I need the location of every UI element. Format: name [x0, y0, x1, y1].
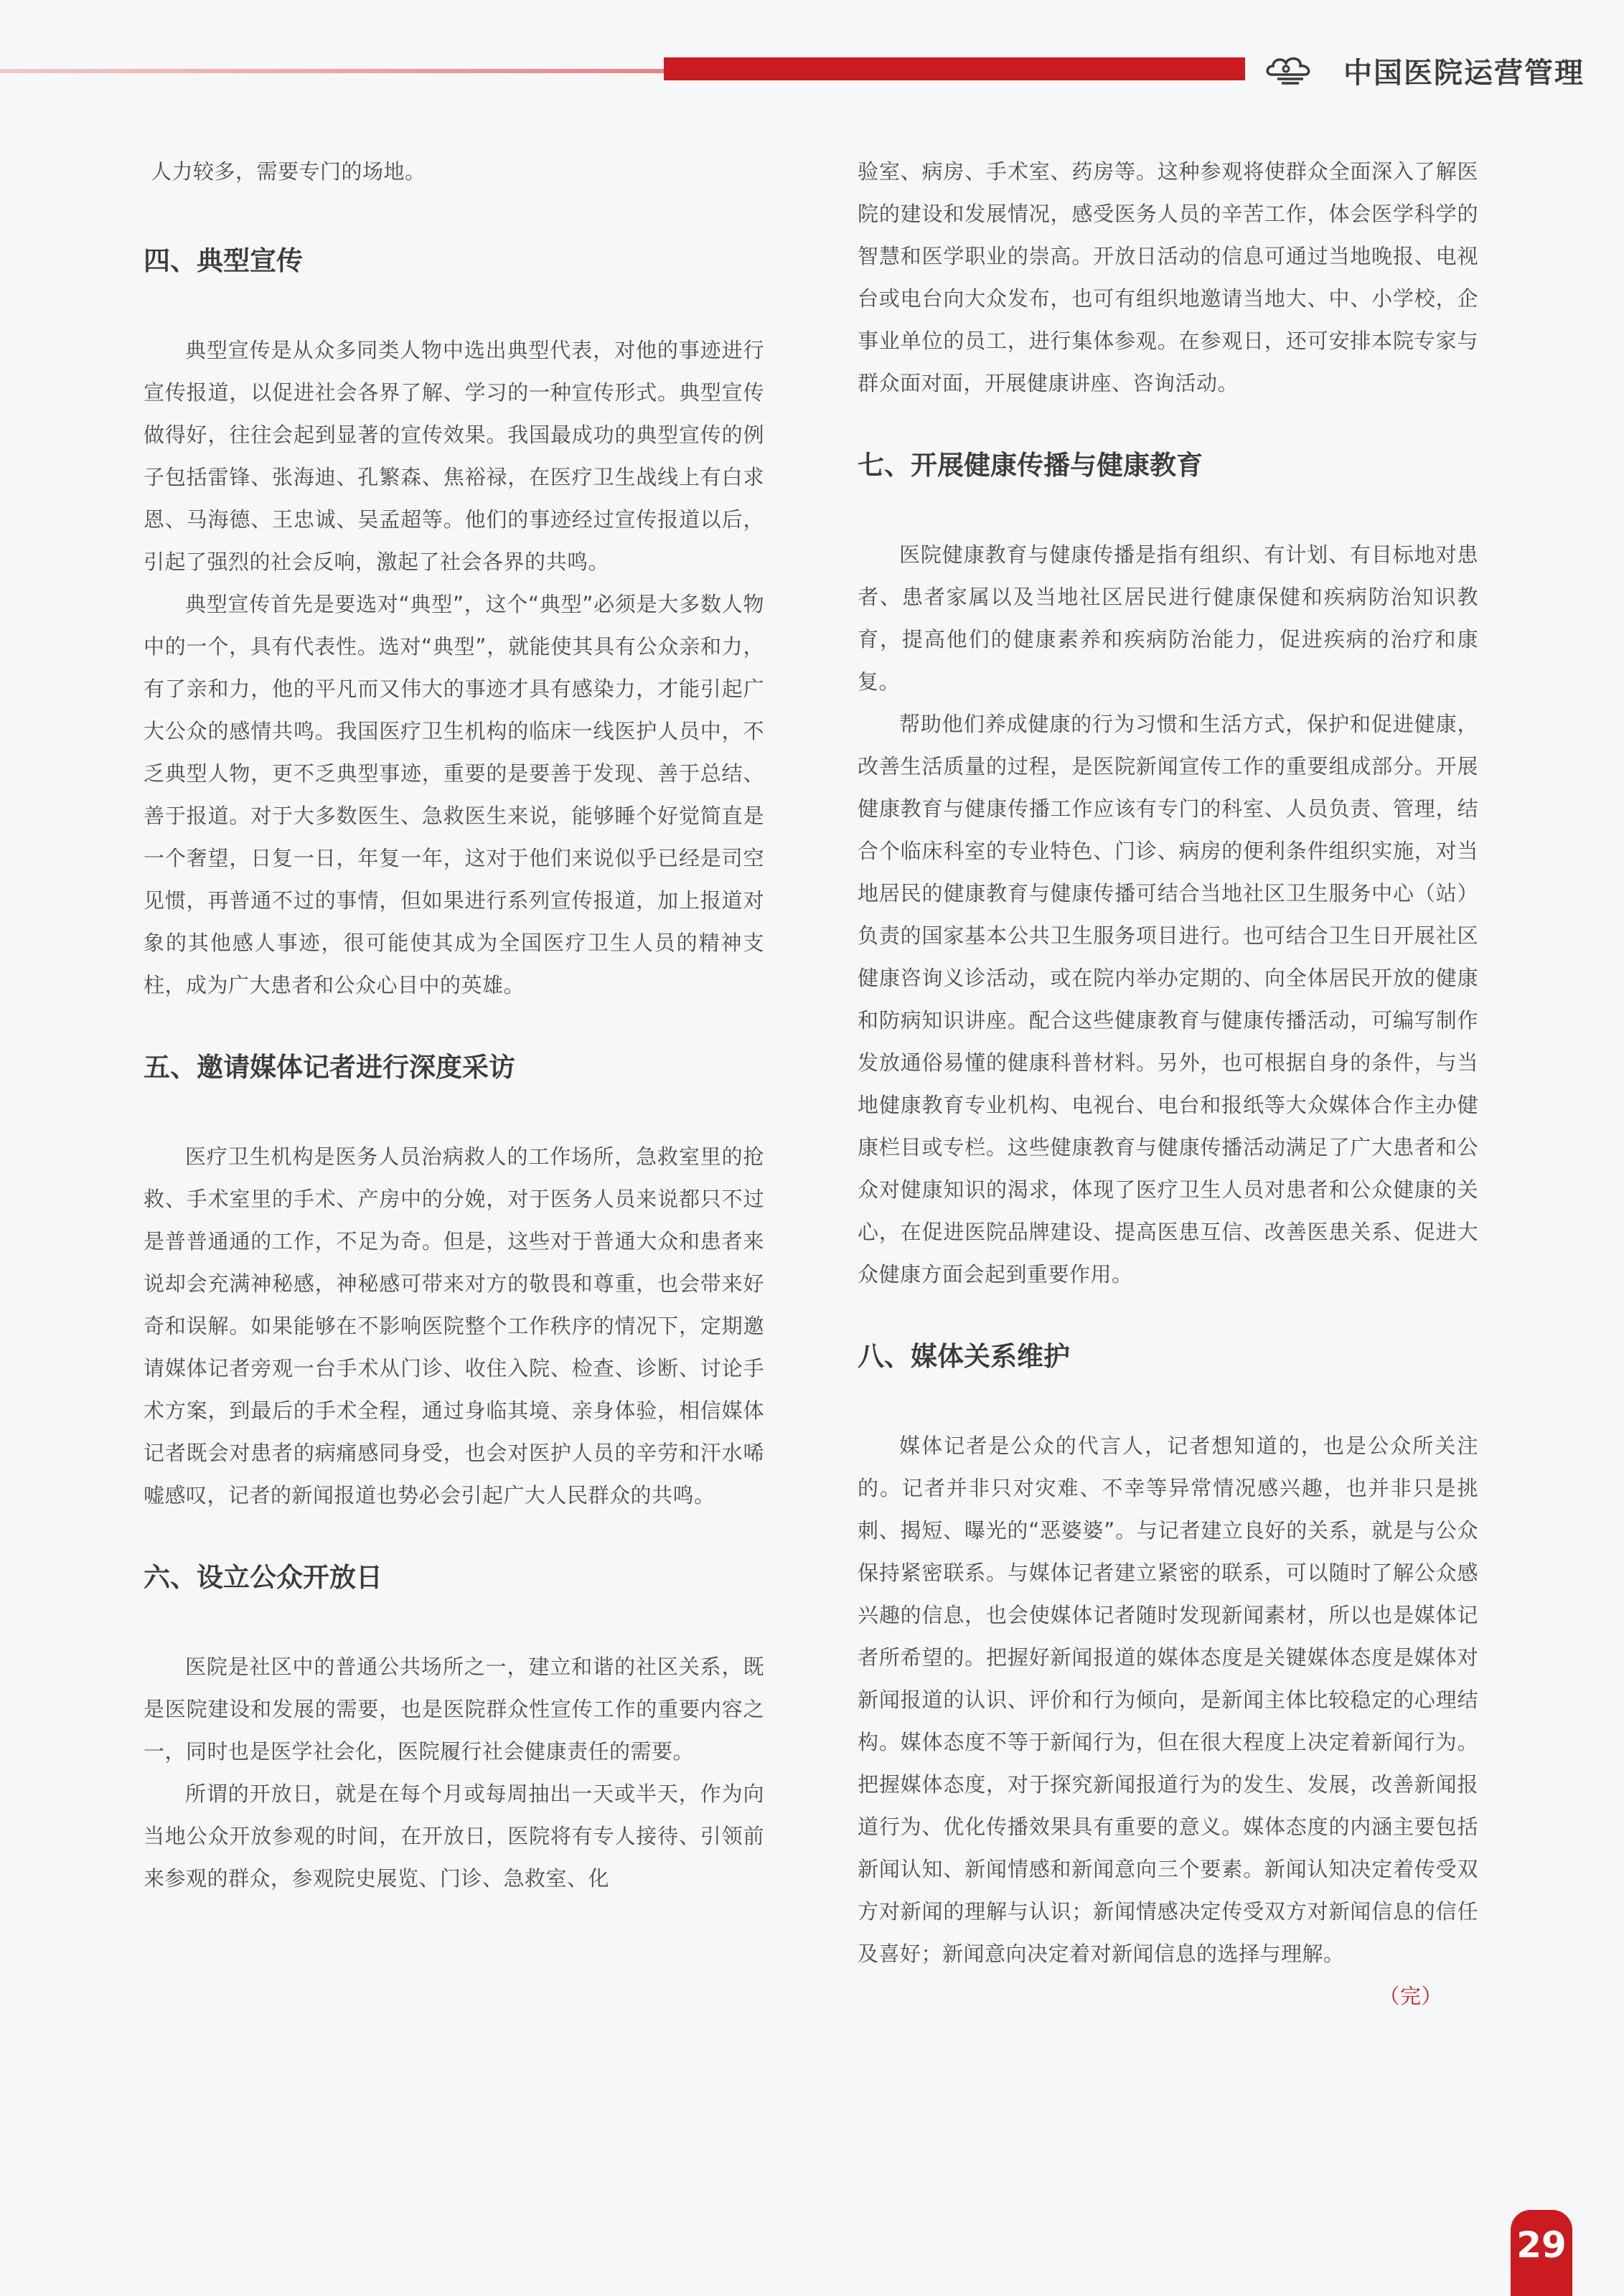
- section7-heading: 七、开展健康传播与健康教育: [858, 450, 1203, 481]
- page-number: 29: [1516, 2224, 1567, 2266]
- section6-paragraph-2: 所谓的开放日，就是在每个月或每周抽出一天或半天，作为向当地公众开放参观的时间，在开放日，医院将有专人接待、引领前来参观的群众，参观院史展览、门诊、急救室、化: [144, 1782, 764, 1891]
- right-column: [858, 151, 1478, 2018]
- section5-paragraph-1: 医疗卫生机构是医务人员治病救人的工作场所，急救室里的抢救、手术室里的手术、产房中的分娩，对于医务人员来说都只不过是普普通通的工作，不足为奇。但是，这些对于普通大众和患者来说却会充满神秘感，神秘感可带来对方的敬畏和尊重，也会带来好奇和误解。如果能够在不影响医院整个工作秩序的情况下，定期邀请媒体记者旁观一台手术从门诊、收住入院、检查、诊断、讨论手术方案，到最后的手术全程，通过身临其境、亲身体验，相信媒体记者既会对患者的病痛感同身受，也会对医护人员的辛劳和汗水唏嘘感叹，记者的新闻报道也势必会引起广大人民群众的共鸣。: [144, 1144, 764, 1507]
- cloud-pattern-icon: [1264, 52, 1316, 86]
- continuation-paragraph: 验室、病房、手术室、药房等。这种参观将使群众全面深入了解医院的建设和发展情况，感受医务人员的辛苦工作，体会医学科学的智慧和医学职业的崇高。开放日活动的信息可通过当地晚报、电视台或电台向大众发布，也可有组织地邀请当地大、中、小学校，企事业单位的员工，进行集体参观。在参观日，还可安排本院专家与群众面对面，开展健康讲座、咨询活动。: [858, 159, 1478, 395]
- header-divider-thin: [0, 69, 664, 73]
- intro-line: 人力较多，需要专门的场地。: [151, 159, 426, 184]
- section4-heading: 四、典型宣传: [144, 245, 303, 276]
- section4-paragraph-2: 典型宣传首先是要选对“典型”，这个“典型”必须是大多数人物中的一个，具有代表性。选对“典型”，就能使其具有公众亲和力，有了亲和力，他的平凡而又伟大的事迹才具有感染力，才能引起广大公众的感情共鸣。我国医疗卫生机构的临床一线医护人员中，不乏典型人物，更不乏典型事迹，重要的是要善于发现、善于总结、善于报道。对于大多数医生、急救医生来说，能够睡个好觉简直是一个奢望，日复一日，年复一年，这对于他们来说似乎已经是司空见惯，再普通不过的事情，但如果进行系列宣传报道，加上报道对象的其他感人事迹，很可能使其成为全国医疗卫生人员的精神支柱，成为广大患者和公众心目中的英雄。: [144, 592, 764, 997]
- left-column: [144, 151, 764, 1900]
- section4-paragraph-1: 典型宣传是从众多同类人物中选出典型代表，对他的事迹进行宣传报道，以促进社会各界了解、学习的一种宣传形式。典型宣传做得好，往往会起到显著的宣传效果。我国最成功的典型宣传的例子包括雷锋、张海迪、孔繁森、焦裕禄，在医疗卫生战线上有白求恩、马海德、王忠诚、吴孟超等。他们的事迹经过宣传报道以后，引起了强烈的社会反响，激起了社会各界的共鸣。: [144, 338, 764, 574]
- header-divider-bar: [664, 57, 1245, 80]
- section8-heading: 八、媒体关系维护: [858, 1341, 1070, 1372]
- end-mark: （完）: [1379, 1984, 1442, 2008]
- section8-paragraph-1: 媒体记者是公众的代言人，记者想知道的，也是公众所关注的。记者并非只对灾难、不幸等异常情况感兴趣，也并非只是挑刺、揭短、曝光的“恶婆婆”。与记者建立良好的关系，就是与公众保持紧密联系。与媒体记者建立紧密的联系，可以随时了解公众感兴趣的信息，也会使媒体记者随时发现新闻素材，所以也是媒体记者所希望的。把握好新闻报道的媒体态度是关键媒体态度是媒体对新闻报道的认识、评价和行为倾向，是新闻主体比较稳定的心理结构。媒体态度不等于新闻行为，但在很大程度上决定着新闻行为。把握媒体态度，对于探究新闻报道行为的发生、发展，改善新闻报道行为、优化传播效果具有重要的意义。媒体态度的内涵主要包括新闻认知、新闻情感和新闻意向三个要素。新闻认知决定着传受双方对新闻的理解与认识；新闻情感决定传受双方对新闻信息的信任及喜好；新闻意向决定着对新闻信息的选择与理解。: [858, 1434, 1478, 1966]
- section5-heading: 五、邀请媒体记者进行深度采访: [144, 1052, 515, 1083]
- section6-paragraph-1: 医院是社区中的普通公共场所之一，建立和谐的社区关系，既是医院建设和发展的需要，也是医院群众性宣传工作的重要内容之一，同时也是医学社会化，医院履行社会健康责任的需要。: [144, 1655, 764, 1764]
- section7-paragraph-2: 帮助他们养成健康的行为习惯和生活方式，保护和促进健康，改善生活质量的过程，是医院新闻宣传工作的重要组成部分。开展健康教育与健康传播工作应该有专门的科室、人员负责、管理，结合个临床科室的专业特色、门诊、病房的便利条件组织实施，对当地居民的健康教育与健康传播可结合当地社区卫生服务中心（站）负责的国家基本公共卫生服务项目进行。也可结合卫生日开展社区健康咨询义诊活动，或在院内举办定期的、向全体居民开放的健康和防病知识讲座。配合这些健康教育与健康传播活动，可编写制作发放通俗易懂的健康科普材料。另外，也可根据自身的条件，与当地健康教育专业机构、电视台、电台和报纸等大众媒体合作主办健康栏目或专栏。这些健康教育与健康传播活动满足了广大患者和公众对健康知识的渴求，体现了医疗卫生人员对患者和公众健康的关心，在促进医院品牌建设、提高医患互信、改善医患关系、促进大众健康方面会起到重要作用。: [858, 712, 1478, 1286]
- section7-paragraph-1: 医院健康教育与健康传播是指有组织、有计划、有目标地对患者、患者家属以及当地社区居民进行健康保健和疾病防治知识教育，提高他们的健康素养和疾病防治能力，促进疾病的治疗和康复。: [858, 542, 1478, 694]
- section6-heading: 六、设立公众开放日: [144, 1562, 382, 1593]
- brand-title: 中国医院运营管理: [1343, 57, 1585, 90]
